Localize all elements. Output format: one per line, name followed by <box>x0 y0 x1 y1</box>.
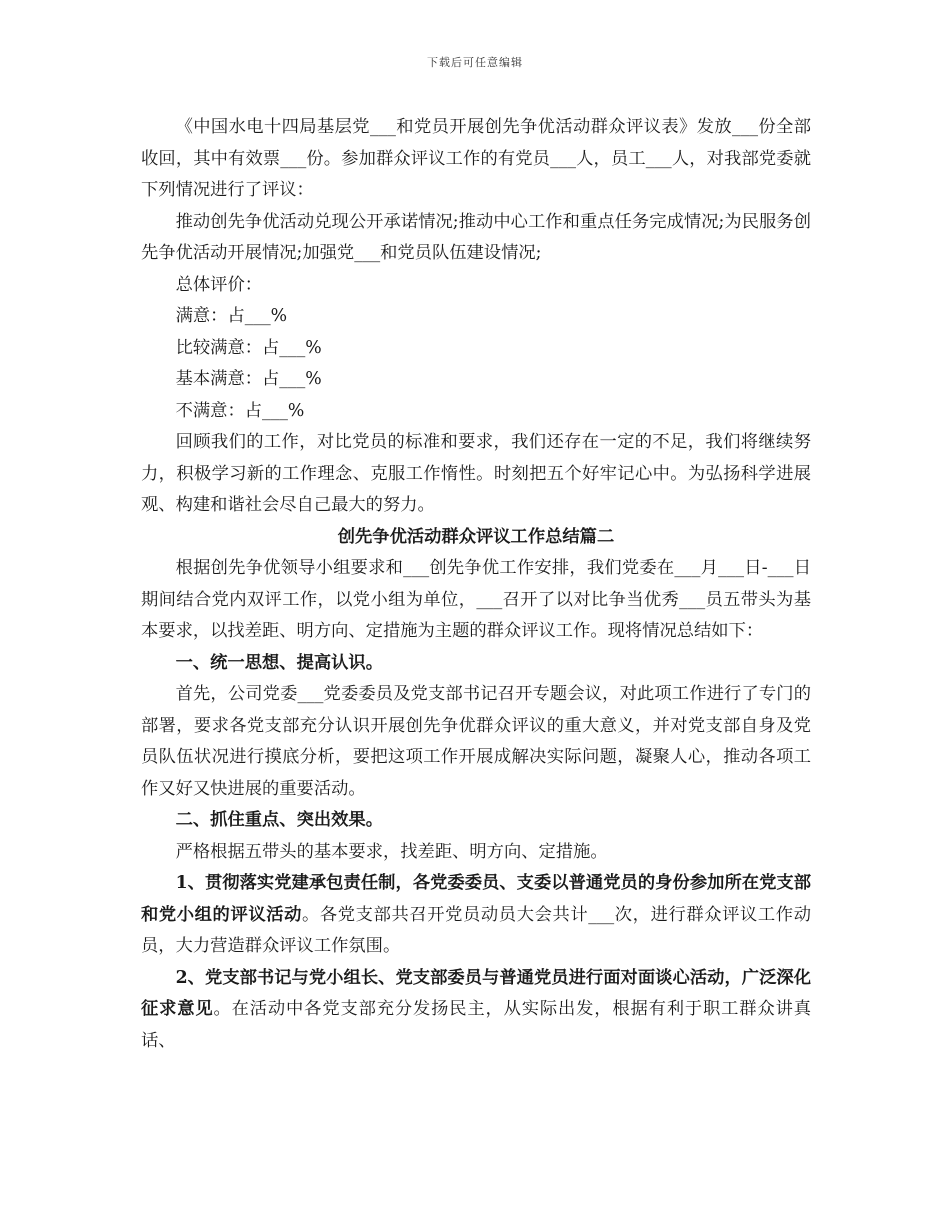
paragraph: 比较满意：占___% <box>175 337 322 358</box>
paragraph <box>141 963 811 1058</box>
paragraph: 总体评价： <box>175 274 263 295</box>
paragraph: 基本满意：占___% <box>175 369 322 389</box>
paragraph-lead-bold: 2、党支部书记与党小组长、党支部委员与普通党员进行面对面谈心活动，广泛深化征求意见 <box>141 967 811 1019</box>
paragraph: 推动创先争优活动兑现公开承诺情况;推动中心工作和重点任务完成情况;为民服务创先争优活动开展情况;加强党___和党员队伍建设情况; <box>141 211 811 263</box>
paragraph-rest: 。各党支部共召开党员动员大会共计___次，进行群众评议工作动员，大力营造群众评议工作氛围。 <box>141 904 811 956</box>
paragraph: 满意：占___% <box>175 306 288 326</box>
paragraph-lead-bold: 1、贯彻落实党建承包责任制，各党委委员、支委以普通党员的身份参加所在党支部和党小组的评议活动 <box>141 873 811 925</box>
paragraph: 回顾我们的工作，对比党员的标准和要求，我们还存在一定的不足，我们将继续努力，积极学习新的工作理念、克服工作惰性。时刻把五个好牢记心中。为弘扬科学进展观、构建和谐社会尽自己最大的努力。 <box>141 432 811 515</box>
paragraph <box>141 868 811 963</box>
section-heading: 二、抓住重点、突出效果。 <box>175 810 383 830</box>
section-heading: 一、统一思想、提高认识。 <box>175 652 383 673</box>
paragraph-rest: 。在活动中各党支部充分发扬民主，从实际出发，根据有利于职工群众讲真话、 <box>141 999 811 1051</box>
page-header: 下载后可任意编辑 <box>427 56 523 69</box>
paragraph: 不满意：占___% <box>175 400 305 421</box>
section-title: 创先争优活动群众评议工作总结篇二 <box>337 526 615 547</box>
document-body <box>141 112 811 1057</box>
paragraph: 《中国水电十四局基层党___和党员开展创先争优活动群众评议表》发放___份全部收回，其中有效票___份。参加群众评议工作的有党员___人，员工___人，对我部党委就下列情况进行了评议： <box>141 117 811 200</box>
paragraph: 根据创先争优领导小组要求和___创先争优工作安排，我们党委在___月___日-___日期间结合党内双评工作，以党小组为单位，___召开了以对比争当优秀___员五带头为基本要求，以找差距、明方向、定措施为主题的群众评议工作。现将情况总结如下： <box>141 558 811 641</box>
paragraph: 严格根据五带头的基本要求，找差距、明方向、定措施。 <box>175 841 608 862</box>
paragraph: 首先，公司党委___党委委员及党支部书记召开专题会议，对此项工作进行了专门的部署，要求各党支部充分认识开展创先争优群众评议的重大意义，并对党支部自身及党员队伍状况进行摸底分析，要把这项工作开展成解决实际问题，凝聚人心，推动各项工作又好又快进展的重要活动。 <box>141 684 811 799</box>
